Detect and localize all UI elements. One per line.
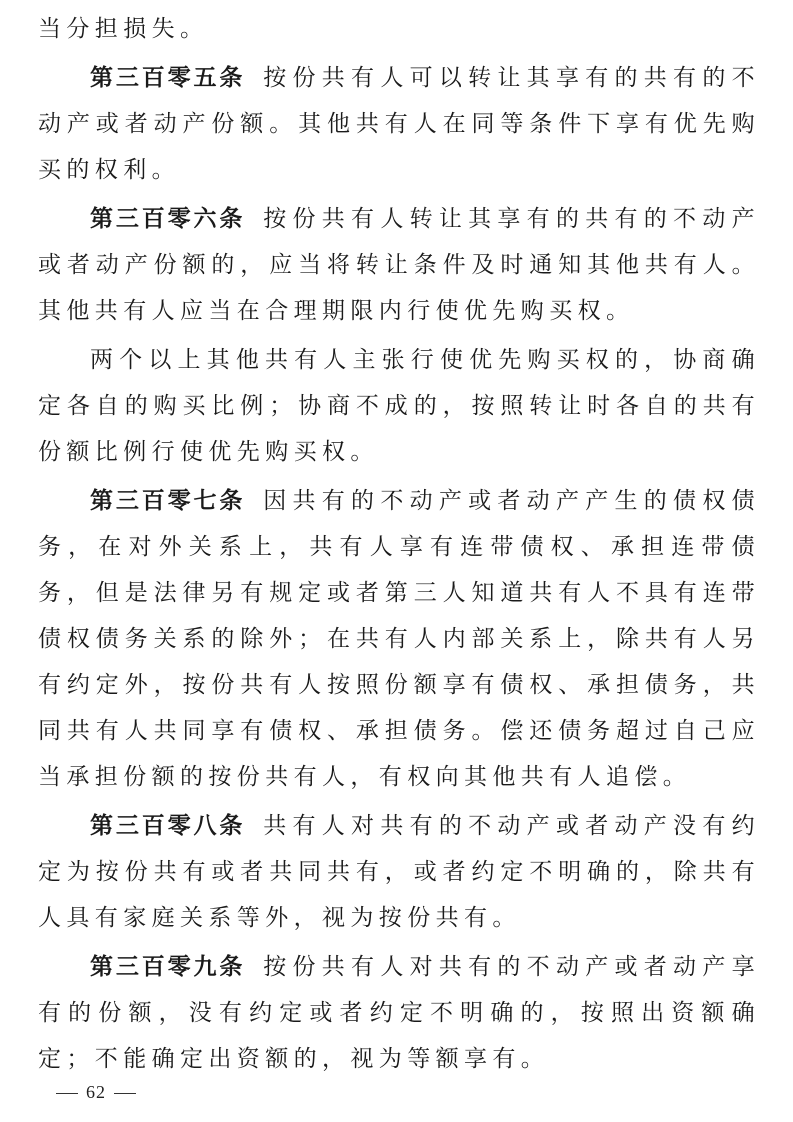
continuation-text: 当分担损失。 bbox=[38, 16, 209, 42]
article-number: 第三百零八条 bbox=[90, 813, 246, 839]
dash-right bbox=[114, 1093, 136, 1094]
article-text: 共有人对共有的不动产或者动产没有约定为按份共有或者共同共有，或者约定不明确的，除共有人具有家庭关系等外，视为按份共有。 bbox=[38, 813, 760, 931]
article-text: 按份共有人对共有的不动产或者动产享有的份额，没有约定或者约定不明确的，按照出资额确定；不能确定出资额的，视为等额享有。 bbox=[38, 954, 760, 1072]
page-number: 62 bbox=[86, 1082, 106, 1102]
article-309 bbox=[38, 944, 760, 1082]
article-308 bbox=[38, 803, 760, 941]
article-number: 第三百零五条 bbox=[90, 65, 246, 91]
article-number: 第三百零七条 bbox=[90, 488, 246, 514]
article-307 bbox=[38, 478, 760, 800]
dash-left bbox=[56, 1093, 78, 1094]
document-page bbox=[38, 6, 760, 1085]
article-number: 第三百零九条 bbox=[90, 954, 246, 980]
article-text: 按份共有人可以转让其享有的共有的不动产或者动产份额。其他共有人在同等条件下享有优先购买的权利。 bbox=[38, 65, 760, 183]
article-text: 按份共有人转让其享有的共有的不动产或者动产份额的，应当将转让条件及时通知其他共有人。其他共有人应当在合理期限内行使优先购买权。 bbox=[38, 206, 760, 324]
article-306 bbox=[38, 196, 760, 334]
article-number: 第三百零六条 bbox=[90, 206, 246, 232]
article-text: 因共有的不动产或者动产产生的债权债务，在对外关系上，共有人享有连带债权、承担连带债务，但是法律另有规定或者第三人知道共有人不具有连带债权债务关系的除外；在共有人内部关系上，除共有人另有约定外，按份共有人按照份额享有债权、承担债务，共同共有人共同享有债权、承担债务。偿还债务超过自己应当承担份额的按份共有人，有权向其他共有人追偿。 bbox=[38, 488, 760, 790]
page-footer bbox=[48, 1082, 144, 1103]
article-305 bbox=[38, 55, 760, 193]
article-306-paragraph-2: 两个以上其他共有人主张行使优先购买权的，协商确定各自的购买比例；协商不成的，按照转让时各自的共有份额比例行使优先购买权。 bbox=[38, 347, 760, 465]
